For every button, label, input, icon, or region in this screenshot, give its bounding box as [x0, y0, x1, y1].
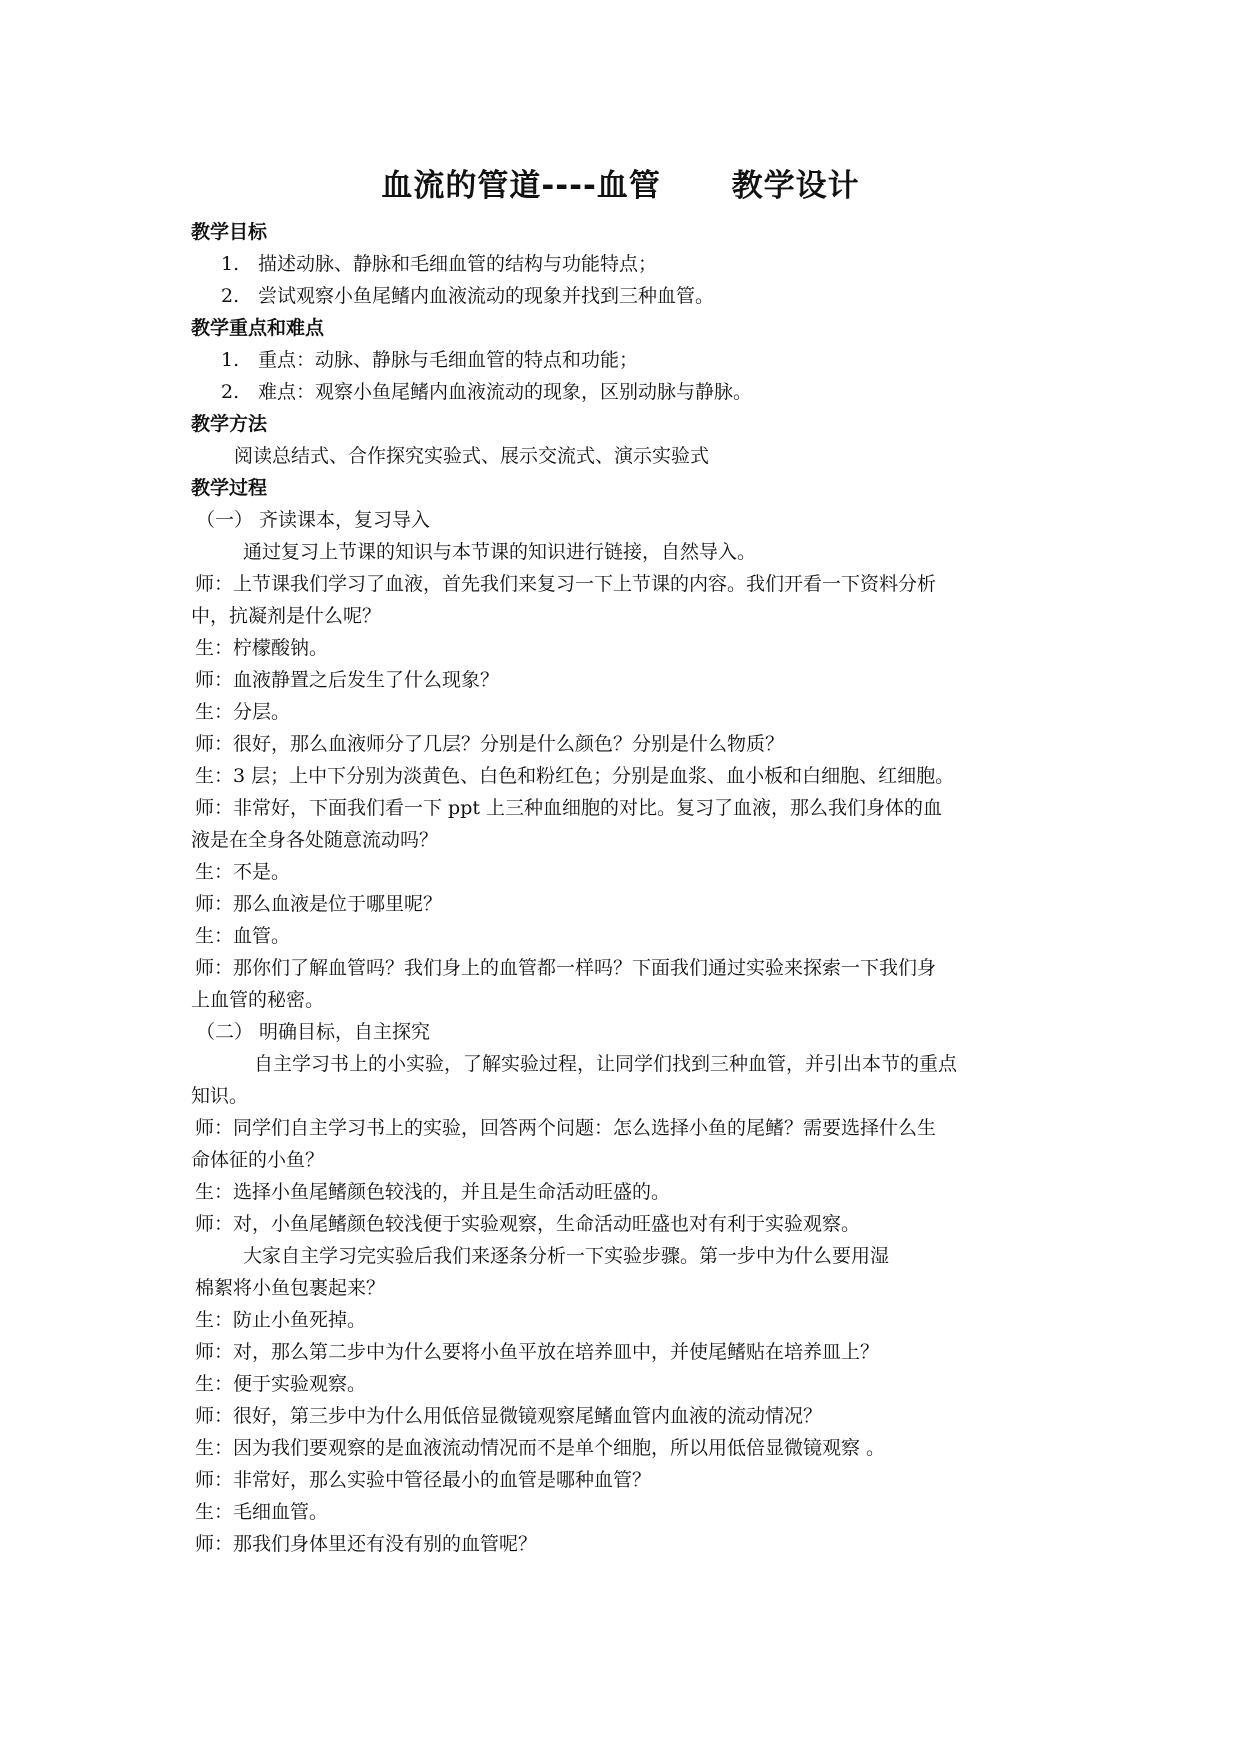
- student-line: 生：选择小鱼尾鳍颜色较浅的，并且是生命活动旺盛的。: [195, 1181, 671, 1203]
- student-line: 生：便于实验观察。: [195, 1373, 367, 1395]
- teacher-line: 师：上节课我们学习了血液，首先我们来复习一下上节课的内容。我们开看一下资料分析: [195, 573, 937, 595]
- teacher-line: 师：对，那么第二步中为什么要将小鱼平放在培养皿中，并使尾鳍贴在培养皿上？: [195, 1341, 880, 1363]
- process-paragraph-continued: 棉絮将小鱼包裹起来？: [195, 1277, 386, 1299]
- process-section-heading: （二） 明确目标，自主探究: [196, 1021, 431, 1043]
- section-heading-process: 教学过程: [191, 477, 268, 499]
- goal-number: 2.: [221, 285, 240, 307]
- keypoint-number: 1.: [221, 349, 240, 371]
- methods-text: 阅读总结式、合作探究实验式、展示交流式、演示实验式: [234, 445, 710, 467]
- goal-number: 1.: [221, 253, 240, 275]
- student-line: 生：血管。: [195, 925, 291, 947]
- keypoint-number: 2.: [221, 381, 240, 403]
- section-heading-methods: 教学方法: [191, 413, 268, 435]
- keypoint-item: [191, 376, 1061, 408]
- goal-text: 尝试观察小鱼尾鳍内血液流动的现象并找到三种血管。: [258, 285, 715, 307]
- student-line: 生：分层。: [195, 701, 291, 723]
- teacher-line: 师：对，小鱼尾鳍颜色较浅便于实验观察，生命活动旺盛也对有利于实验观察。: [195, 1213, 861, 1235]
- teacher-line: 师：很好，那么血液师分了几层？分别是什么颜色？分别是什么物质？: [195, 733, 785, 755]
- teacher-line: 师：很好，第三步中为什么用低倍显微镜观察尾鳍血管内血液的流动情况？: [195, 1405, 823, 1427]
- teacher-line: 师：血液静置之后发生了什么现象？: [195, 669, 500, 691]
- process-section-heading: （一） 齐读课本，复习导入: [196, 509, 431, 531]
- teacher-line: 师：那我们身体里还有没有别的血管呢？: [195, 1533, 538, 1555]
- teacher-line-continued: 上血管的秘密。: [191, 989, 325, 1011]
- goal-item: [191, 248, 1061, 280]
- teacher-line: 师：那么血液是位于哪里呢？: [195, 893, 443, 915]
- teacher-line: 师：非常好，那么实验中管径最小的血管是哪种血管？: [195, 1469, 652, 1491]
- teacher-line: 师：非常好，下面我们看一下 ppt 上三种血细胞的对比。复习了血液，那么我们身体的血: [195, 797, 943, 819]
- student-line: 生：毛细血管。: [195, 1501, 329, 1523]
- teacher-line: 师：那你们了解血管吗？我们身上的血管都一样吗？下面我们通过实验来探索一下我们身: [195, 957, 937, 979]
- document-body: [191, 216, 1061, 1560]
- process-paragraph: 自主学习书上的小实验，了解实验过程，让同学们找到三种血管，并引出本节的重点: [254, 1053, 958, 1075]
- teacher-line-continued: 液是在全身各处随意流动吗？: [191, 829, 439, 851]
- student-line: 生：因为我们要观察的是血液流动情况而不是单个细胞，所以用低倍显微镜观察 。: [195, 1437, 886, 1459]
- process-paragraph: 大家自主学习完实验后我们来逐条分析一下实验步骤。第一步中为什么要用湿: [243, 1245, 890, 1267]
- page-title: 血流的管道----血管 教学设计: [381, 168, 860, 204]
- section-heading-keypoints: 教学重点和难点: [191, 317, 325, 339]
- process-paragraph: 通过复习上节课的知识与本节课的知识进行链接，自然导入。: [243, 541, 757, 563]
- goal-text: 描述动脉、静脉和毛细血管的结构与功能特点；: [258, 253, 658, 275]
- section-heading-goals: 教学目标: [191, 221, 268, 243]
- student-line: 生：柠檬酸钠。: [195, 637, 329, 659]
- teacher-line-continued: 命体征的小鱼？: [191, 1149, 325, 1171]
- keypoint-item: [191, 344, 1061, 376]
- goal-item: [191, 280, 1061, 312]
- teacher-line: 师：同学们自主学习书上的实验，回答两个问题：怎么选择小鱼的尾鳍？需要选择什么生: [195, 1117, 937, 1139]
- student-line: 生：不是。: [195, 861, 291, 883]
- keypoint-text: 难点：观察小鱼尾鳍内血液流动的现象，区别动脉与静脉。: [258, 381, 753, 403]
- student-line: 生：3 层；上中下分别为淡黄色、白色和粉红色；分别是血浆、血小板和白细胞、红细胞。: [195, 765, 955, 787]
- student-line: 生：防止小鱼死掉。: [195, 1309, 367, 1331]
- process-paragraph-continued: 知识。: [191, 1085, 249, 1107]
- teacher-line-continued: 中，抗凝剂是什么呢？: [191, 605, 382, 627]
- keypoint-text: 重点：动脉、静脉与毛细血管的特点和功能；: [258, 349, 639, 371]
